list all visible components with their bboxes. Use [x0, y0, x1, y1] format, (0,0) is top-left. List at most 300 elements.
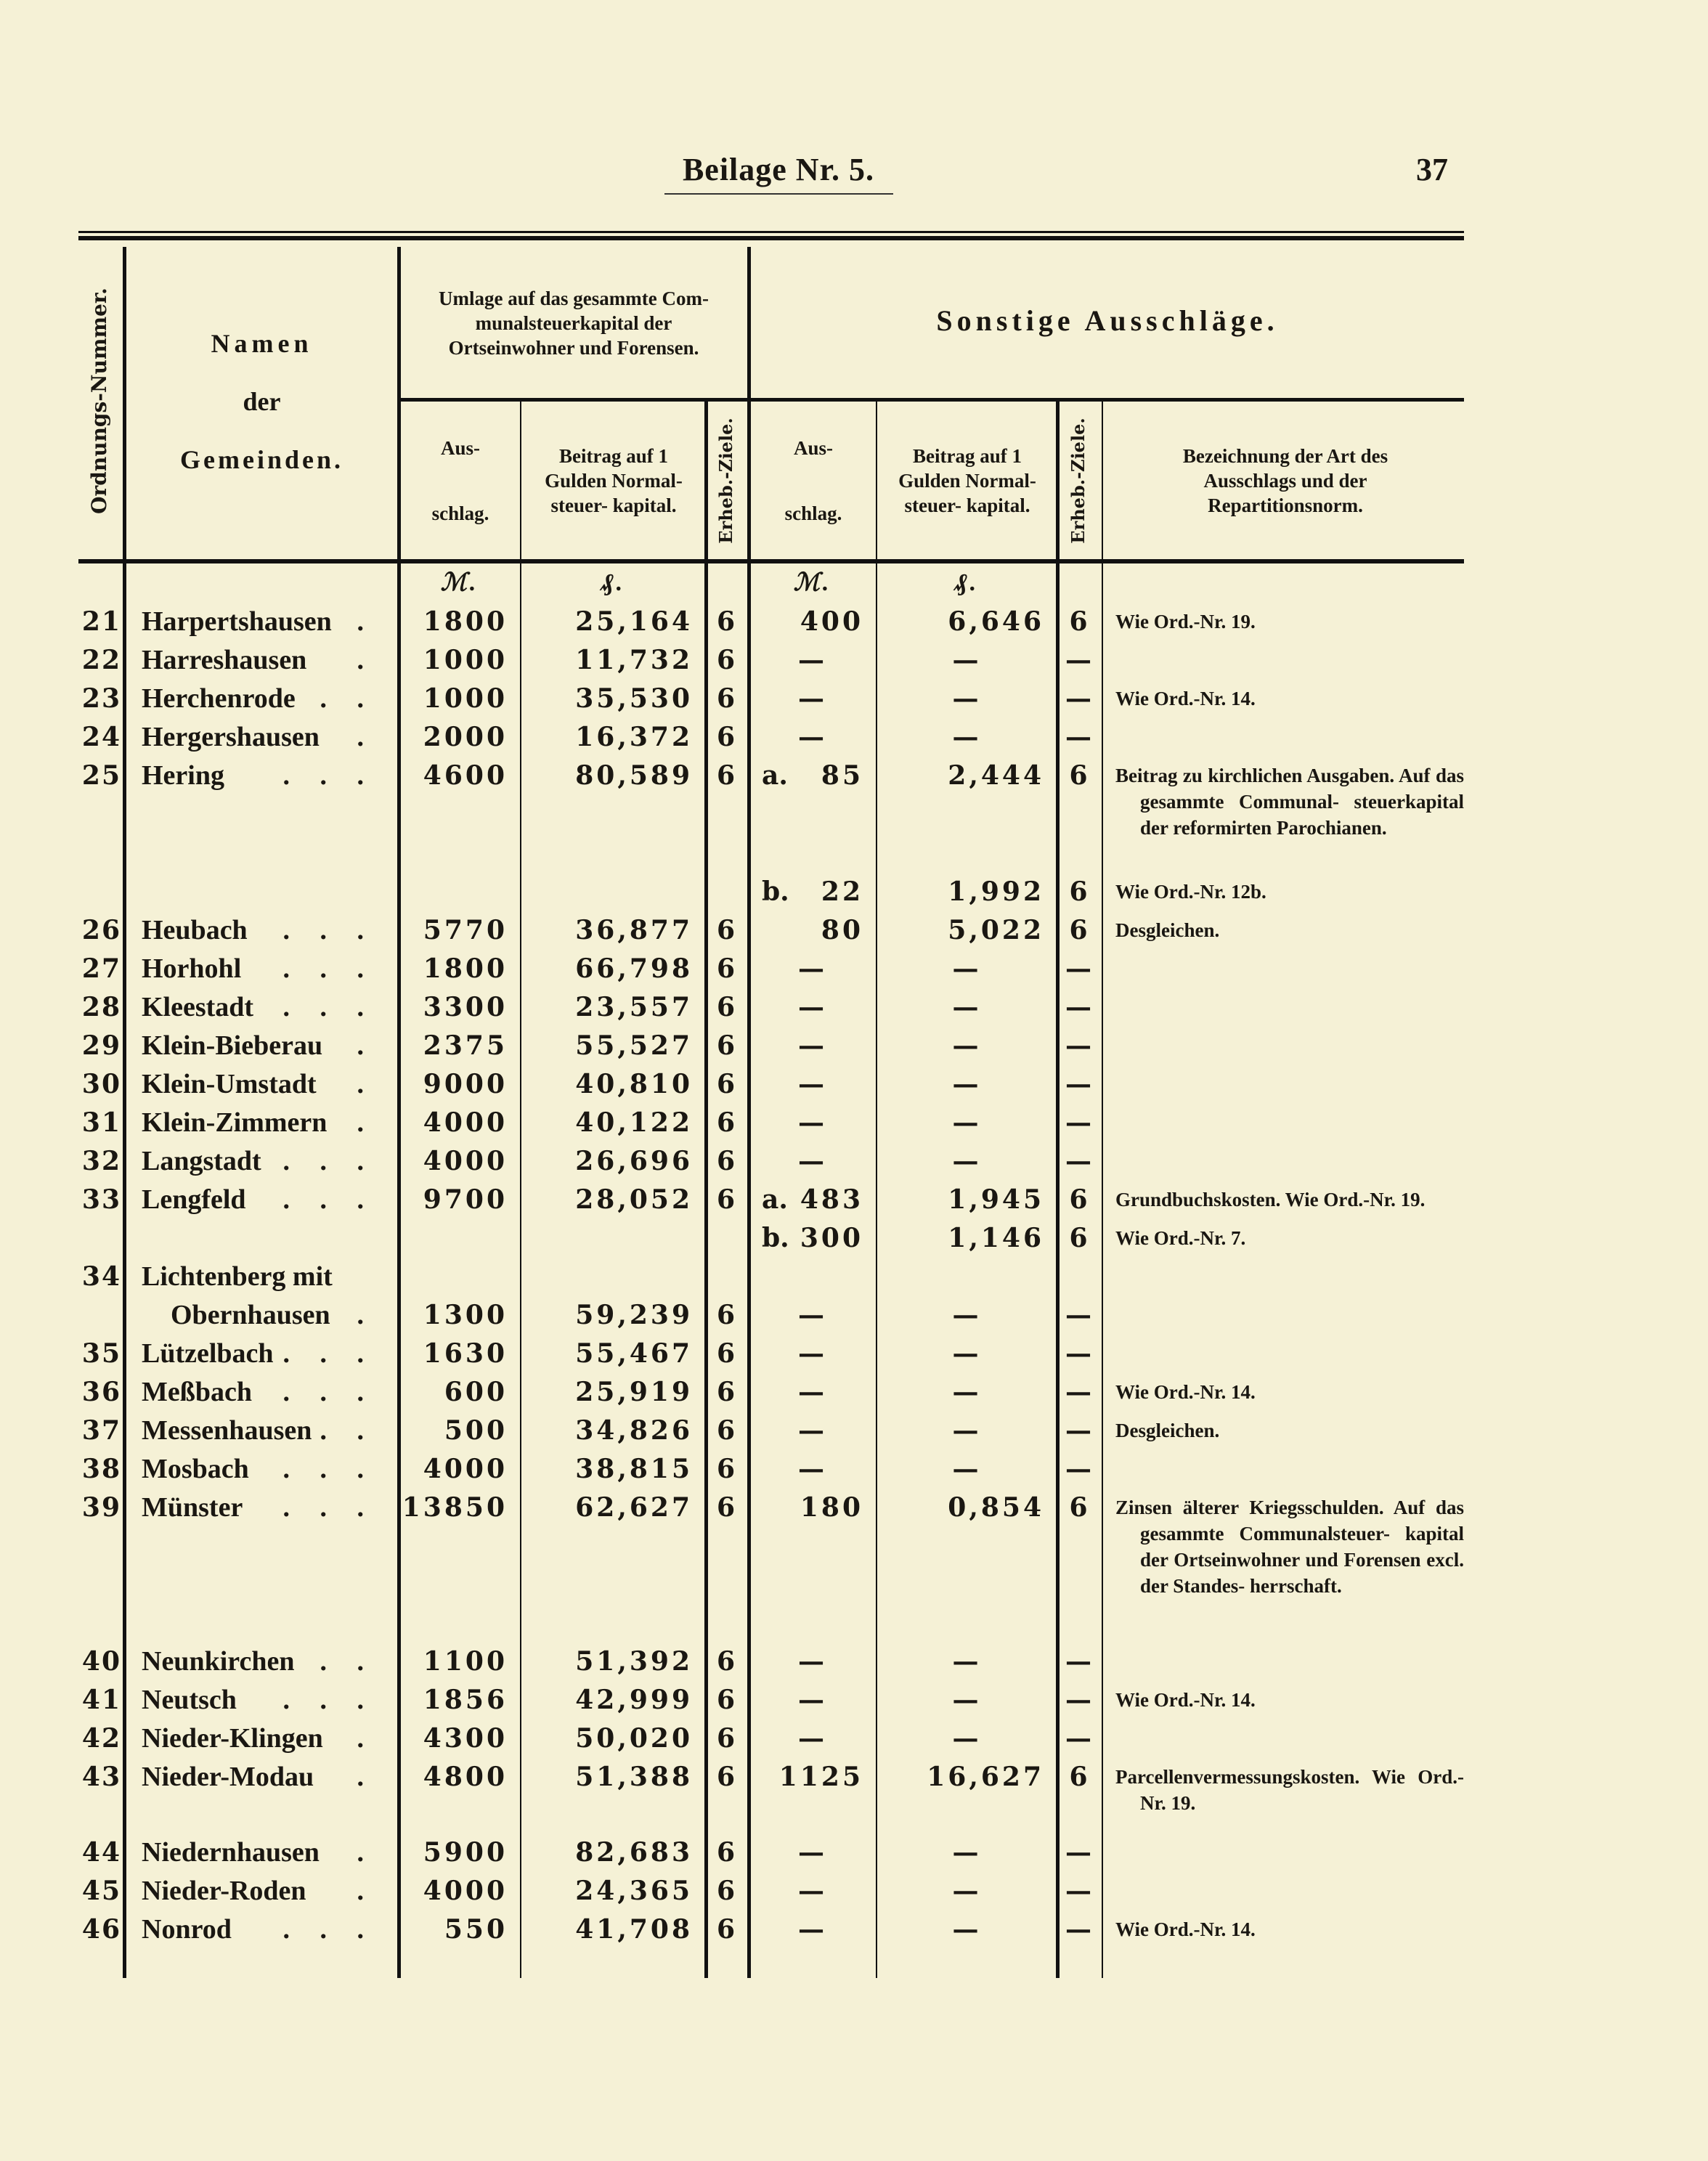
- umlage-ausschlag: 3300: [423, 992, 508, 1022]
- other-erheb-ziele: —: [1065, 1685, 1094, 1715]
- umlage-beitrag: 36,877: [575, 915, 693, 945]
- umlage-beitrag: 26,696: [575, 1146, 693, 1176]
- umlage-ausschlag: 1800: [423, 606, 508, 637]
- umlage-beitrag: 41,708: [575, 1914, 693, 1945]
- umlage-ausschlag: 9700: [423, 1184, 508, 1215]
- ordnungs-nummer: 23: [81, 683, 121, 714]
- other-ausschlag: [749, 911, 877, 950]
- remark: [1102, 950, 1464, 961]
- other-beitrag: 0,854: [948, 1492, 1044, 1523]
- umlage-erheb-ziele: 6: [716, 1146, 739, 1176]
- other-ausschlag: [749, 757, 877, 795]
- municipality-name: [124, 1720, 399, 1758]
- other-ausschlag: [749, 1412, 877, 1450]
- municipality-name-text: Neunkirchen: [142, 1646, 295, 1677]
- remark: [1102, 1450, 1464, 1462]
- other-ausschlag-value: —: [798, 1876, 827, 1906]
- umlage-erheb-ziele: 6: [716, 992, 739, 1022]
- header-ausschlag-line: Aus-: [793, 436, 833, 459]
- umlage-erheb-ziele: 6: [716, 1030, 739, 1061]
- municipality-name-text: Meßbach: [142, 1377, 252, 1407]
- umlage-erheb-ziele: 6: [716, 1107, 739, 1138]
- dot-leader: .: [357, 606, 375, 637]
- umlage-ausschlag: 4600: [423, 760, 508, 791]
- municipality-name: [124, 641, 399, 680]
- header-bezeichnung: Bezeichnung der Art des Ausschlags und der Repartitionsnorm.: [1182, 444, 1388, 516]
- umlage-erheb-ziele: 6: [716, 683, 739, 714]
- other-erheb-ziele: —: [1065, 953, 1094, 984]
- table-row: [78, 718, 1464, 757]
- municipality-name-text: Messenhausen: [142, 1415, 312, 1446]
- ordnungs-nummer: 45: [81, 1876, 121, 1906]
- table-row: [78, 1258, 1464, 1296]
- ordnungs-nummer: 41: [81, 1685, 121, 1715]
- other-ausschlag: [749, 1335, 877, 1373]
- other-ausschlag: [749, 680, 877, 718]
- umlage-beitrag: 50,020: [575, 1723, 693, 1754]
- remark-text: Wie Ord.-Nr. 14.: [1115, 688, 1256, 709]
- remark: [1102, 1065, 1464, 1077]
- dot-leader: . . .: [282, 953, 375, 984]
- umlage-beitrag: 25,919: [575, 1377, 693, 1407]
- remark: [1102, 1834, 1464, 1845]
- umlage-ausschlag: 1000: [423, 683, 508, 714]
- other-beitrag: —: [952, 1685, 982, 1715]
- units-row: [78, 561, 1464, 603]
- dot-leader: .: [357, 1837, 375, 1868]
- umlage-ausschlag: 4000: [423, 1454, 508, 1484]
- other-erheb-ziele: —: [1065, 722, 1094, 752]
- dot-leader: .: [357, 1762, 375, 1792]
- umlage-beitrag: 55,527: [575, 1030, 693, 1061]
- umlage-erheb-ziele: 6: [716, 1492, 739, 1523]
- other-beitrag: 16,627: [927, 1762, 1044, 1792]
- municipality-name-text: Lützelbach: [142, 1338, 274, 1369]
- remark: [1102, 680, 1464, 717]
- municipality-name: [124, 1181, 399, 1219]
- other-beitrag: —: [952, 1377, 982, 1407]
- ordnungs-nummer: 33: [81, 1184, 121, 1215]
- municipality-name: [124, 757, 399, 795]
- remark: [1102, 1142, 1464, 1154]
- umlage-erheb-ziele: 6: [716, 1338, 739, 1369]
- other-ausschlag-value: —: [798, 1069, 827, 1099]
- other-ausschlag-value: 400: [800, 606, 863, 637]
- other-beitrag: —: [952, 1415, 982, 1446]
- municipality-name: [124, 1296, 399, 1335]
- header-namen-line: der: [243, 386, 281, 416]
- ordnungs-nummer: 35: [81, 1338, 121, 1369]
- other-ausschlag-value: —: [798, 1300, 827, 1330]
- other-ausschlag-value: 300: [800, 1223, 863, 1253]
- header-erheb-ziele: Erheb.-Ziele.: [715, 418, 736, 544]
- other-ausschlag: [749, 1720, 877, 1758]
- dot-leader: .: [357, 1723, 375, 1754]
- header-ausschlag-2: [751, 402, 876, 559]
- municipality-name-text: Klein-Zimmern: [142, 1107, 328, 1138]
- table-row: [78, 1720, 1464, 1758]
- umlage-ausschlag: 13850: [402, 1492, 508, 1523]
- table-row: [78, 1335, 1464, 1373]
- other-beitrag: 1,992: [948, 876, 1044, 907]
- municipality-name: [124, 1142, 399, 1181]
- remark: [1102, 1643, 1464, 1654]
- remark: [1102, 988, 1464, 1000]
- umlage-erheb-ziele: 6: [716, 1377, 739, 1407]
- umlage-beitrag: 23,557: [575, 992, 693, 1022]
- remark-text: Wie Ord.-Nr. 14.: [1115, 1689, 1256, 1711]
- dot-leader: . . .: [282, 1184, 375, 1215]
- dot-leader: .: [357, 645, 375, 675]
- table-row: [78, 641, 1464, 680]
- umlage-ausschlag: 4800: [423, 1762, 508, 1792]
- other-erheb-ziele: —: [1065, 1377, 1094, 1407]
- other-ausschlag: [749, 1910, 877, 1949]
- umlage-ausschlag: 4000: [423, 1107, 508, 1138]
- table-row: [78, 873, 1464, 911]
- dot-leader: . . .: [282, 1454, 375, 1484]
- ordnungs-nummer: 43: [81, 1762, 121, 1792]
- other-erheb-ziele: 6: [1069, 876, 1091, 907]
- table-row: [78, 1373, 1464, 1412]
- other-ausschlag: [749, 873, 877, 911]
- table-row: [78, 988, 1464, 1027]
- dot-leader: . . .: [282, 1338, 375, 1369]
- remark-text: Wie Ord.-Nr. 7.: [1115, 1227, 1246, 1249]
- umlage-erheb-ziele: 6: [716, 606, 739, 637]
- table-row: [78, 1681, 1464, 1720]
- umlage-ausschlag: 550: [444, 1914, 508, 1945]
- other-beitrag: —: [952, 683, 982, 714]
- header-ausschlag-line: schlag.: [431, 502, 489, 524]
- page-number: 37: [1416, 152, 1448, 187]
- top-rule: [78, 236, 1464, 240]
- umlage-erheb-ziele: 6: [716, 722, 739, 752]
- other-ausschlag: [749, 1834, 877, 1872]
- municipality-name: [124, 1872, 399, 1910]
- umlage-beitrag: 42,999: [575, 1685, 693, 1715]
- dot-leader: .: [357, 1300, 375, 1330]
- remark-text: Zinsen älterer Kriegsschulden. Auf das gesammte Communalsteuer- kapital der Ortseinwohner und Forensen excl. der Standes- herrschaft.: [1115, 1497, 1464, 1597]
- umlage-ausschlag: 4000: [423, 1876, 508, 1906]
- table-row: [78, 1872, 1464, 1910]
- ordnungs-nummer: 25: [81, 760, 121, 791]
- municipality-name-text: Lengfeld: [142, 1184, 246, 1215]
- other-ausschlag-value: —: [798, 953, 827, 984]
- umlage-ausschlag: 4000: [423, 1146, 508, 1176]
- remark: [1102, 1219, 1464, 1257]
- municipality-name: [124, 988, 399, 1027]
- umlage-beitrag: 34,826: [575, 1415, 693, 1446]
- other-ausschlag-value: 80: [821, 915, 863, 945]
- other-erheb-ziele: —: [1065, 645, 1094, 675]
- other-erheb-ziele: —: [1065, 1415, 1094, 1446]
- other-erheb-ziele: —: [1065, 1338, 1094, 1369]
- municipality-name: [124, 1489, 399, 1527]
- umlage-beitrag: 11,732: [575, 645, 693, 675]
- remark: [1102, 1104, 1464, 1115]
- other-beitrag: —: [952, 1146, 982, 1176]
- other-beitrag: —: [952, 953, 982, 984]
- other-beitrag: —: [952, 1338, 982, 1369]
- umlage-erheb-ziele: 6: [716, 1914, 739, 1945]
- umlage-beitrag: 38,815: [575, 1454, 693, 1484]
- umlage-beitrag: 40,810: [575, 1069, 693, 1099]
- other-ausschlag: [749, 1296, 877, 1335]
- other-beitrag: —: [952, 1876, 982, 1906]
- municipality-name-text: Langstadt: [142, 1146, 261, 1176]
- other-ausschlag: [749, 1450, 877, 1489]
- dot-leader: .: [357, 1069, 375, 1099]
- other-beitrag: —: [952, 1646, 982, 1677]
- remark: [1102, 718, 1464, 730]
- header-ausschlag-line: schlag.: [784, 502, 842, 524]
- municipality-name-text: Nieder-Klingen: [142, 1723, 323, 1754]
- remark: [1102, 1720, 1464, 1731]
- title-underline: [664, 193, 893, 195]
- municipality-name: [124, 1412, 399, 1450]
- umlage-beitrag: 35,530: [575, 683, 693, 714]
- remark-text: Wie Ord.-Nr. 14.: [1115, 1918, 1256, 1940]
- umlage-erheb-ziele: 6: [716, 1762, 739, 1792]
- municipality-name-text: Neutsch: [142, 1685, 237, 1715]
- other-ausschlag-value: 1125: [778, 1762, 863, 1792]
- other-ausschlag: [749, 1065, 877, 1104]
- dot-leader: . . .: [282, 760, 375, 791]
- table-row: [78, 1104, 1464, 1142]
- other-beitrag: —: [952, 1454, 982, 1484]
- other-erheb-ziele: 6: [1069, 1762, 1091, 1792]
- umlage-ausschlag: 1856: [423, 1685, 508, 1715]
- ordnungs-nummer: 21: [81, 606, 121, 637]
- other-beitrag: —: [952, 1069, 982, 1099]
- unit-pfennig: ₰.: [601, 569, 626, 596]
- table-row: [78, 1450, 1464, 1489]
- municipality-name-text: Lichtenberg mit: [142, 1261, 333, 1292]
- other-erheb-ziele: 6: [1069, 1223, 1091, 1253]
- dot-leader: . .: [320, 1646, 375, 1677]
- remark: [1102, 1296, 1464, 1308]
- umlage-ausschlag: 5770: [423, 915, 508, 945]
- other-erheb-ziele: —: [1065, 1454, 1094, 1484]
- other-ausschlag: [749, 1758, 877, 1796]
- ordnungs-nummer: 39: [81, 1492, 121, 1523]
- other-ausschlag-value: —: [798, 992, 827, 1022]
- umlage-ausschlag: 1000: [423, 645, 508, 675]
- dot-leader: . . .: [282, 1914, 375, 1945]
- umlage-erheb-ziele: 6: [716, 1723, 739, 1754]
- other-erheb-ziele: —: [1065, 992, 1094, 1022]
- header-beitrag: Beitrag auf 1 Gulden Normal- steuer- kapital.: [545, 444, 683, 516]
- table-row: [78, 1643, 1464, 1681]
- ordnungs-nummer: 31: [81, 1107, 121, 1138]
- municipality-name: [124, 911, 399, 950]
- umlage-erheb-ziele: 6: [716, 1184, 739, 1215]
- header-namen: [126, 243, 397, 559]
- municipality-name-text: Horhohl: [142, 953, 242, 984]
- ordnungs-nummer: 28: [81, 992, 121, 1022]
- ordnungs-nummer: 30: [81, 1069, 121, 1099]
- header-umlage: Umlage auf das gesammte Com- munalsteuerkapital der Ortseinwohner und Forensen.: [439, 288, 709, 359]
- other-beitrag: 2,444: [948, 760, 1044, 791]
- remark-text: Desgleichen.: [1115, 1420, 1220, 1441]
- other-ausschlag-value: 22: [821, 876, 863, 907]
- other-ausschlag: [749, 1373, 877, 1412]
- header-ausschlag: [401, 402, 520, 559]
- remark: [1102, 1412, 1464, 1449]
- ordnungs-nummer: 22: [81, 645, 121, 675]
- municipality-name-text: Klein-Bieberau: [142, 1030, 323, 1061]
- municipality-name: [124, 1450, 399, 1489]
- remark: [1102, 1489, 1464, 1605]
- remark-text: Parcellenvermessungskosten. Wie Ord.-Nr. 19.: [1115, 1766, 1464, 1814]
- other-ausschlag-value: —: [798, 1030, 827, 1061]
- umlage-ausschlag: 1630: [423, 1338, 508, 1369]
- other-beitrag: —: [952, 722, 982, 752]
- municipality-name-text: Heubach: [142, 915, 248, 945]
- table-row: [78, 1065, 1464, 1104]
- umlage-beitrag: 66,798: [575, 953, 693, 984]
- remark: [1102, 1681, 1464, 1719]
- municipality-name-text: Nieder-Modau: [142, 1762, 314, 1792]
- other-ausschlag-value: —: [798, 1146, 827, 1176]
- municipality-name-text: Hergershausen: [142, 722, 320, 752]
- dot-leader: . . .: [282, 992, 375, 1022]
- remark-text: Desgleichen.: [1115, 919, 1220, 941]
- other-erheb-ziele: —: [1065, 1300, 1094, 1330]
- umlage-ausschlag: 500: [444, 1415, 508, 1446]
- remark: [1102, 1758, 1464, 1822]
- remark: [1102, 873, 1464, 911]
- umlage-ausschlag: 1300: [423, 1300, 508, 1330]
- umlage-erheb-ziele: 6: [716, 915, 739, 945]
- umlage-beitrag: 55,467: [575, 1338, 693, 1369]
- unit-mark: ℳ.: [793, 569, 832, 596]
- other-erheb-ziele: —: [1065, 1030, 1094, 1061]
- other-erheb-ziele: —: [1065, 1107, 1094, 1138]
- municipality-name-text: Münster: [142, 1492, 243, 1523]
- other-ausschlag-value: 483: [800, 1184, 863, 1215]
- municipality-name: [124, 1643, 399, 1681]
- umlage-beitrag: 59,239: [575, 1300, 693, 1330]
- ordnungs-nummer: 26: [81, 915, 121, 945]
- other-ausschlag: [749, 1027, 877, 1065]
- other-erheb-ziele: —: [1065, 683, 1094, 714]
- umlage-beitrag: 80,589: [575, 760, 693, 791]
- sub-entry-label: b.: [762, 876, 789, 907]
- remark-text: Wie Ord.-Nr. 14.: [1115, 1381, 1256, 1403]
- other-ausschlag: [749, 950, 877, 988]
- remark: [1102, 1910, 1464, 1948]
- unit-pfennig: ₰.: [954, 569, 980, 596]
- remark: [1102, 1181, 1464, 1218]
- other-ausschlag: [749, 1643, 877, 1681]
- ordnungs-nummer: 24: [81, 722, 121, 752]
- municipality-name-text: Niedernhausen: [142, 1837, 320, 1868]
- table-row: [78, 1489, 1464, 1643]
- ordnungs-nummer: 29: [81, 1030, 121, 1061]
- other-ausschlag: [749, 1872, 877, 1910]
- other-ausschlag-value: —: [798, 683, 827, 714]
- umlage-ausschlag: 5900: [423, 1837, 508, 1868]
- other-ausschlag: [749, 718, 877, 757]
- remark-text: Wie Ord.-Nr. 12b.: [1115, 881, 1266, 903]
- other-ausschlag: [749, 1181, 877, 1219]
- other-ausschlag-value: —: [798, 1723, 827, 1754]
- remark: [1102, 1872, 1464, 1884]
- header-namen-line: Namen: [211, 328, 313, 358]
- municipality-name: [124, 1834, 399, 1872]
- dot-leader: .: [357, 722, 375, 752]
- table-row: [78, 1412, 1464, 1450]
- umlage-beitrag: 25,164: [575, 606, 693, 637]
- ordnungs-nummer: 42: [81, 1723, 121, 1754]
- umlage-beitrag: 62,627: [575, 1492, 693, 1523]
- other-ausschlag-value: —: [798, 1415, 827, 1446]
- header-ausschlag-line: Aus-: [440, 436, 480, 459]
- table-row: [78, 1296, 1464, 1335]
- table-row: [78, 1027, 1464, 1065]
- other-beitrag: —: [952, 1107, 982, 1138]
- umlage-beitrag: 51,388: [575, 1762, 693, 1792]
- table-row: [78, 1142, 1464, 1181]
- other-beitrag: 5,022: [948, 915, 1044, 945]
- remark-text: Beitrag zu kirchlichen Ausgaben. Auf das gesammte Communal- steuerkapital der reformirten Parochianen.: [1115, 765, 1464, 839]
- other-beitrag: 1,146: [948, 1223, 1044, 1253]
- other-erheb-ziele: —: [1065, 1646, 1094, 1677]
- municipality-name-text: Obernhausen: [171, 1300, 330, 1330]
- other-ausschlag-value: —: [798, 1914, 827, 1945]
- other-erheb-ziele: 6: [1069, 606, 1091, 637]
- table-row: [78, 1219, 1464, 1258]
- other-erheb-ziele: —: [1065, 1837, 1094, 1868]
- unit-mark: ℳ.: [440, 569, 479, 596]
- other-erheb-ziele: —: [1065, 1723, 1094, 1754]
- table-row: [78, 1758, 1464, 1834]
- ordnungs-nummer: 32: [81, 1146, 121, 1176]
- sub-entry-label: a.: [762, 1184, 788, 1215]
- municipality-name-text: Harpertshausen: [142, 606, 332, 637]
- remark-text: Wie Ord.-Nr. 19.: [1115, 611, 1256, 632]
- umlage-erheb-ziele: 6: [716, 1069, 739, 1099]
- municipality-name: [124, 1065, 399, 1104]
- header-namen-line: Gemeinden.: [180, 444, 343, 474]
- municipality-name: [124, 718, 399, 757]
- table-row: [78, 1181, 1464, 1219]
- dot-leader: . . .: [282, 1146, 375, 1176]
- umlage-ausschlag: 2375: [423, 1030, 508, 1061]
- ordnungs-nummer: 34: [81, 1261, 121, 1292]
- other-ausschlag-value: 85: [821, 760, 863, 791]
- municipality-name: [124, 950, 399, 988]
- ordnungs-nummer: 36: [81, 1377, 121, 1407]
- municipality-name: [124, 1910, 399, 1949]
- table-row: [78, 911, 1464, 950]
- other-ausschlag: [749, 1219, 877, 1258]
- other-erheb-ziele: 6: [1069, 1184, 1091, 1215]
- table-rows: [78, 603, 1464, 1949]
- other-ausschlag-value: —: [798, 1837, 827, 1868]
- umlage-beitrag: 28,052: [575, 1184, 693, 1215]
- other-ausschlag: [749, 603, 877, 641]
- other-beitrag: 6,646: [948, 606, 1044, 637]
- other-ausschlag: [749, 641, 877, 680]
- remark-text: Grundbuchskosten. Wie Ord.-Nr. 19.: [1115, 1189, 1426, 1210]
- other-beitrag: —: [952, 1837, 982, 1868]
- other-ausschlag-value: —: [798, 645, 827, 675]
- municipality-name: [124, 1373, 399, 1412]
- remark: [1102, 1027, 1464, 1038]
